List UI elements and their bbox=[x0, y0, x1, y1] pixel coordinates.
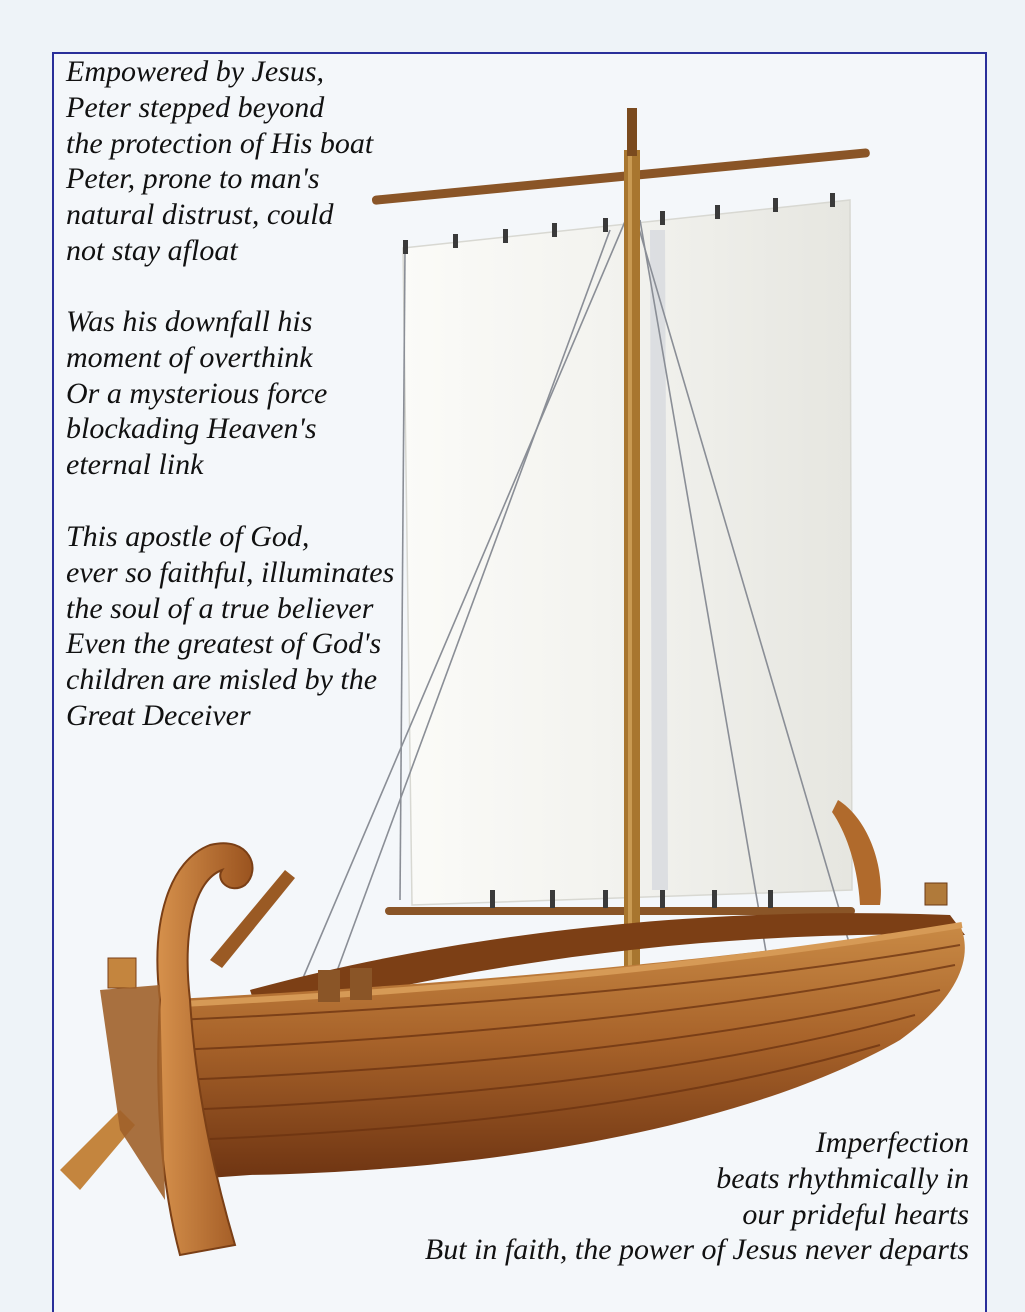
stern-bollard bbox=[925, 883, 947, 905]
poem-line: Peter stepped beyond bbox=[66, 90, 325, 124]
poem-stanza-1 bbox=[66, 54, 373, 269]
poem-line: children are misled by the bbox=[66, 663, 378, 697]
poem-line: moment of overthink bbox=[66, 340, 313, 374]
lower-yard bbox=[385, 907, 855, 915]
poem-line: not stay afloat bbox=[66, 233, 238, 267]
poem-line: natural distrust, could bbox=[66, 198, 334, 232]
poem-line: our prideful hearts bbox=[742, 1197, 969, 1231]
poem-line: the soul of a true believer bbox=[66, 591, 374, 625]
poem-line: eternal link bbox=[66, 448, 204, 482]
poem-line: Or a mysterious force bbox=[66, 376, 328, 410]
poem-line: Imperfection bbox=[815, 1126, 969, 1159]
poem-line: Even the greatest of God's bbox=[66, 627, 382, 661]
poem-line: But in faith, the power of Jesus never departs bbox=[424, 1233, 969, 1267]
poem-line: beats rhythmically in bbox=[716, 1161, 969, 1195]
poem-line: Empowered by Jesus, bbox=[66, 55, 324, 88]
upper-yard bbox=[372, 148, 871, 205]
poem-line: the protection of His boat bbox=[66, 126, 374, 160]
poem-stanza-4 bbox=[425, 1125, 969, 1268]
poem-line: Peter, prone to man's bbox=[66, 162, 320, 196]
poem-line: Was his downfall his bbox=[66, 305, 313, 338]
bow-bollard bbox=[108, 958, 136, 988]
mast-top bbox=[627, 108, 637, 156]
poem-line: This apostle of God, bbox=[66, 520, 310, 553]
poem-line: blockading Heaven's bbox=[66, 412, 317, 446]
poem-line: ever so faithful, illuminates bbox=[66, 555, 395, 589]
poem-stanza-3 bbox=[66, 519, 394, 734]
poem-line: Great Deceiver bbox=[66, 698, 251, 732]
oar-handle bbox=[210, 870, 295, 968]
poem-stanza-2 bbox=[66, 304, 327, 483]
